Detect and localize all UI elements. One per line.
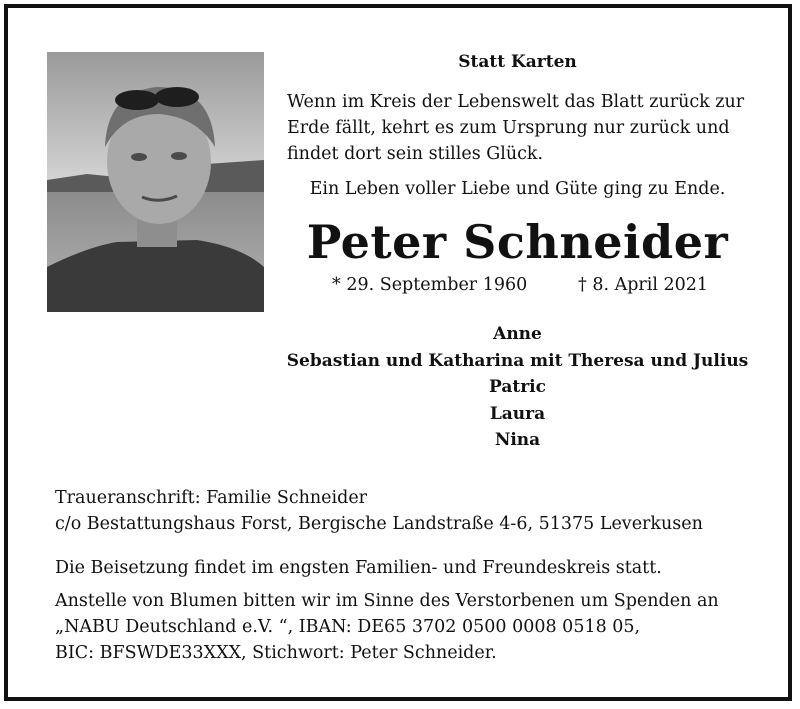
donation-line: BIC: BFSWDE33XXX, Stichwort: Peter Schneider.	[55, 643, 497, 663]
address-line: Traueranschrift: Familie Schneider	[55, 488, 368, 508]
donation-request	[55, 588, 719, 666]
birth-date: * 29. September 1960	[332, 275, 528, 295]
portrait-photo	[47, 52, 264, 312]
donation-line: Anstelle von Blumen bitten wir im Sinne des Verstorbenen um Spenden an	[55, 591, 719, 611]
mourner-name: Laura	[489, 403, 546, 424]
mourners-list	[285, 321, 750, 454]
heading-statt-karten: Statt Karten	[458, 52, 577, 72]
donation-line: „NABU Deutschland e.V. “, IBAN: DE65 3702 0500 0008 0518 05,	[55, 617, 641, 637]
mourner-name: Nina	[494, 430, 541, 450]
poem-line: Erde fällt, kehrt es zum Ursprung nur zurück und	[287, 118, 730, 138]
deceased-name: Peter Schneider	[306, 215, 729, 269]
poem-line: findet dort sein stilles Glück.	[287, 144, 544, 164]
death-date: † 8. April 2021	[578, 275, 709, 295]
address-line: c/o Bestattungshaus Forst, Bergische Landstraße 4-6, 51375 Leverkusen	[55, 514, 703, 534]
life-line: Ein Leben voller Liebe und Güte ging zu Ende.	[309, 179, 726, 199]
poem-line: Wenn im Kreis der Lebenswelt das Blatt zurück zur	[287, 92, 745, 112]
funeral-note: Die Beisetzung findet im engsten Familien- und Freundeskreis statt.	[55, 558, 662, 578]
mourner-name: Sebastian und Katharina mit Theresa und Julius	[286, 350, 749, 371]
mourning-address	[55, 485, 703, 537]
mourner-name: Patric	[489, 377, 546, 397]
mourner-name: Anne	[493, 324, 542, 344]
poem	[287, 89, 747, 167]
